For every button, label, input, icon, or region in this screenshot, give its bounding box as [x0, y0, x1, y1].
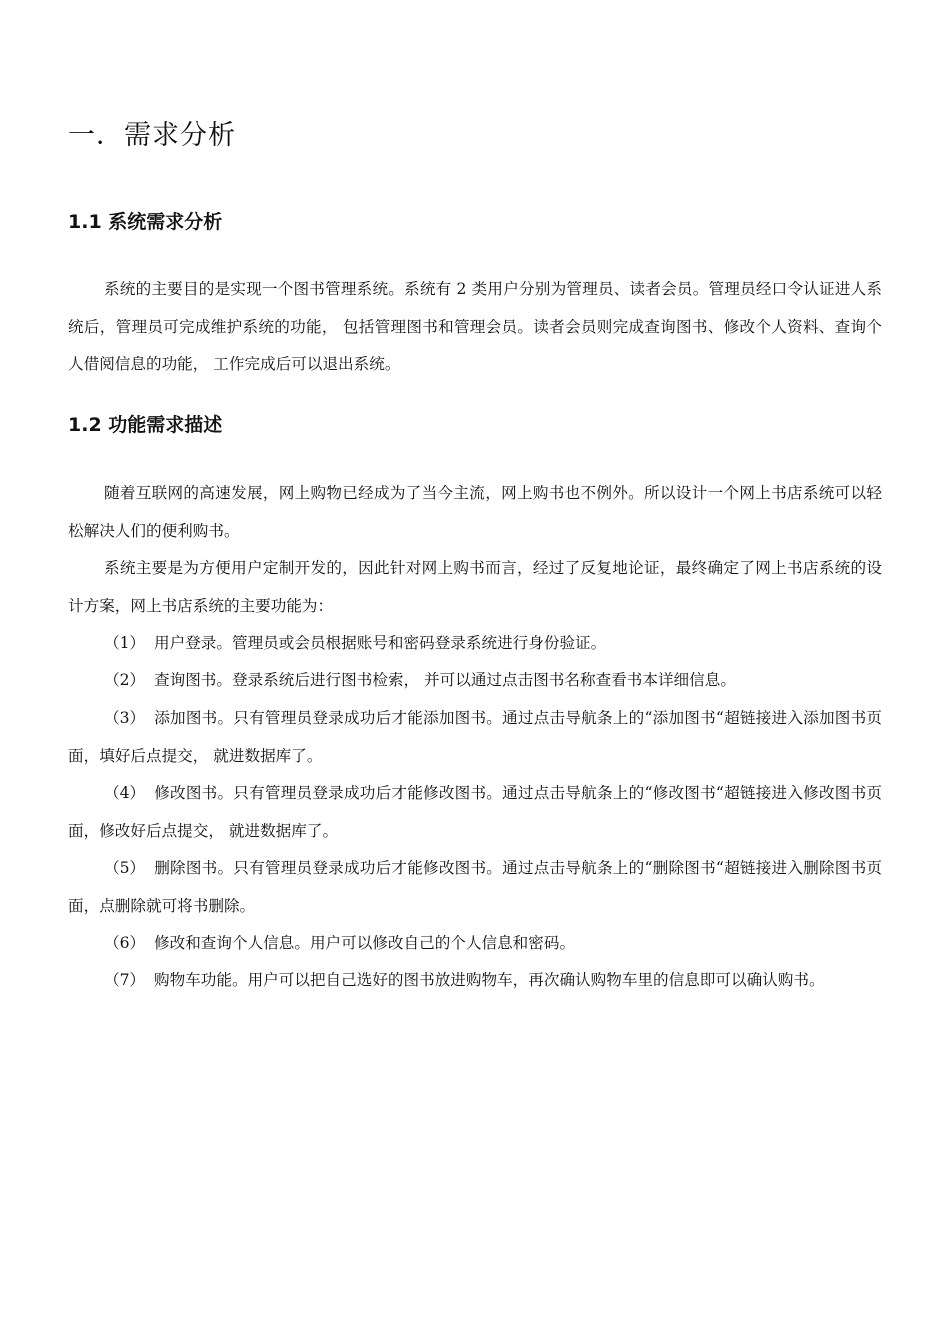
section-heading-1-2: 1.2 功能需求描述 [68, 414, 223, 436]
function-list-item [68, 775, 882, 850]
section-1-2-paragraph-1: 随着互联网的高速发展，网上购物已经成为了当今主流，网上购书也不例外。所以设计一个网上书店系统可以轻松解决人们的便利购书。 [68, 484, 882, 540]
list-item-text: 查询图书。登录系统后进行图书检索， 并可以通过点击图书名称查看书本详细信息。 [154, 671, 736, 689]
list-item-number: （1） [104, 634, 146, 652]
list-item-text: 修改图书。只有管理员登录成功后才能修改图书。通过点击导航条上的“修改图书“超链接进入修改图书页面，修改好后点提交， 就进数据库了。 [68, 784, 882, 840]
list-item-text: 添加图书。只有管理员登录成功后才能添加图书。通过点击导航条上的“添加图书“超链接进入添加图书页面，填好后点提交， 就进数据库了。 [68, 709, 882, 765]
list-item-number: （3） [104, 709, 146, 727]
function-list-item [68, 700, 882, 775]
list-item-text: 用户登录。管理员或会员根据账号和密码登录系统进行身份验证。 [154, 634, 607, 652]
list-item-number: （6） [104, 934, 146, 952]
section-1-1-paragraph: 系统的主要目的是实现一个图书管理系统。系统有 2 类用户分别为管理员、读者会员。管理员经口令认证进人系统后，管理员可完成维护系统的功能， 包括管理图书和管理会员。读者会员则完成查询图书、修改个人资料、查询个人借阅信息的功能， 工作完成后可以退出系统。 [68, 280, 882, 373]
function-list-item [68, 850, 882, 925]
section-1-2-paragraph-2: 系统主要是为方便用户定制开发的，因此针对网上购书而言，经过了反复地论证，最终确定了网上书店系统的设计方案，网上书店系统的主要功能为： [68, 559, 882, 615]
function-list-item [68, 962, 882, 1000]
function-list-item [68, 625, 882, 663]
chapter-title: 一．需求分析 [68, 120, 236, 151]
list-item-text: 删除图书。只有管理员登录成功后才能修改图书。通过点击导航条上的“删除图书“超链接进入删除图书页面，点删除就可将书删除。 [68, 859, 882, 915]
function-list-item [68, 925, 882, 963]
function-list-item [68, 662, 882, 700]
list-item-number: （2） [104, 671, 146, 689]
list-item-text: 购物车功能。用户可以把自己选好的图书放进购物车，再次确认购物车里的信息即可以确认购书。 [154, 971, 825, 989]
list-item-number: （4） [104, 784, 146, 802]
list-item-text: 修改和查询个人信息。用户可以修改自己的个人信息和密码。 [154, 934, 576, 952]
section-heading-1-1: 1.1 系统需求分析 [68, 211, 223, 233]
list-item-number: （5） [104, 859, 146, 877]
list-item-number: （7） [104, 971, 146, 989]
